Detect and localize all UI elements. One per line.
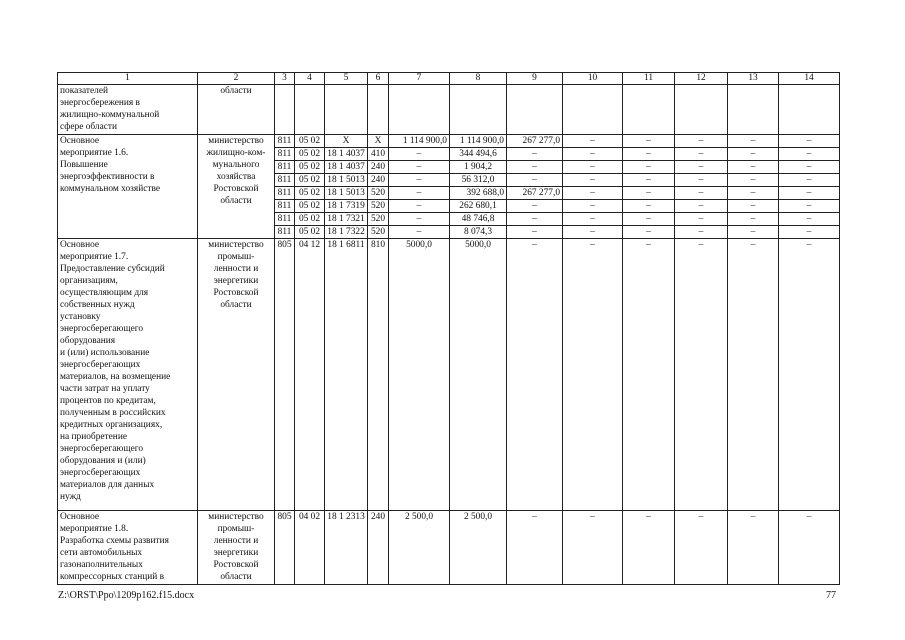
table-cell: –: [779, 161, 840, 174]
table-cell: –: [623, 226, 675, 239]
table-cell: 04 12: [295, 239, 325, 511]
measure-name: Основное мероприятие 1.7. Предоставление субсидий организациям, осуществляющим для собственных нужд установку энергосберегающего оборудования и (или) использование энергосберегающих материалов, на возмещение части затрат на уплату процентов по кредитам, полученным в российских кредитных организациях, на приобретение энергосберегающего оборудования и (или) энергосберегающих материалов для данных нужд: [58, 239, 198, 511]
table-cell: 811: [275, 200, 295, 213]
measure-name: Основное мероприятие 1.6. Повышение энергоэффективности в коммунальном хозяйстве: [58, 135, 198, 239]
col-header: 8: [450, 73, 507, 85]
col-header: 14: [779, 73, 840, 85]
table-cell: 262 680,1: [450, 200, 507, 213]
table-cell: 04 02: [295, 511, 325, 585]
col-header: 9: [507, 73, 563, 85]
table-cell: –: [623, 239, 675, 511]
col-header: 11: [623, 73, 675, 85]
col-header: 6: [368, 73, 389, 85]
table-cell: –: [507, 174, 563, 187]
table-cell: –: [389, 187, 450, 200]
table-cell: –: [675, 239, 728, 511]
table-cell: –: [779, 187, 840, 200]
table-cell: 240: [368, 161, 389, 174]
table-cell: 05 02: [295, 161, 325, 174]
table-cell: 810: [368, 239, 389, 511]
table-cell: 05 02: [295, 135, 325, 148]
table-cell: 811: [275, 226, 295, 239]
table-row: [58, 135, 840, 148]
table-cell: 05 02: [295, 200, 325, 213]
measure-name: показателей энергосбережения в жилищно-коммунальной сфере области: [58, 85, 198, 135]
table-cell: 2 500,0: [389, 511, 450, 585]
table-cell: 5000,0: [389, 239, 450, 511]
table-cell: 48 746,8: [450, 213, 507, 226]
table-cell: –: [728, 200, 779, 213]
table-cell: –: [507, 226, 563, 239]
table-cell: –: [779, 239, 840, 511]
table-cell: –: [507, 200, 563, 213]
table-cell: –: [675, 174, 728, 187]
table-cell: –: [623, 511, 675, 585]
table-cell: Х: [325, 135, 368, 148]
table-cell: –: [675, 187, 728, 200]
table-cell: –: [675, 511, 728, 585]
table-cell: 5000,0: [450, 239, 507, 511]
table-cell: –: [389, 200, 450, 213]
table-cell: –: [623, 161, 675, 174]
table-cell: 811: [275, 187, 295, 200]
page-number: 77: [826, 590, 836, 601]
table-cell: 811: [275, 148, 295, 161]
table-cell: –: [563, 200, 623, 213]
table-cell: 8 074,3: [450, 226, 507, 239]
executor: министерство промыш- ленности и энергетики Ростовской области: [198, 511, 275, 585]
table-cell: –: [728, 239, 779, 511]
table-cell: –: [728, 135, 779, 148]
table-cell: 344 494,6: [450, 148, 507, 161]
table-cell: 805: [275, 511, 295, 585]
col-header: 4: [295, 73, 325, 85]
table-row: [58, 239, 840, 511]
table-cell: 05 02: [295, 226, 325, 239]
table-cell: –: [728, 511, 779, 585]
table-cell: –: [779, 174, 840, 187]
table-cell: –: [563, 226, 623, 239]
table-cell: 811: [275, 174, 295, 187]
table-cell: –: [563, 161, 623, 174]
budget-table: [57, 72, 840, 585]
table-cell: –: [623, 200, 675, 213]
table-cell: 240: [368, 174, 389, 187]
table-cell: 18 1 5013: [325, 174, 368, 187]
header-row: [58, 73, 840, 85]
table-cell: –: [728, 174, 779, 187]
table-cell: 520: [368, 213, 389, 226]
table-cell: –: [389, 213, 450, 226]
table-cell: –: [507, 148, 563, 161]
table-cell: –: [728, 187, 779, 200]
table-cell: 267 277,0: [507, 187, 563, 200]
executor: министерство промыш- ленности и энергетики Ростовской области: [198, 239, 275, 511]
table-cell: –: [779, 226, 840, 239]
table-cell: –: [623, 213, 675, 226]
table-cell: 520: [368, 200, 389, 213]
table-cell: Х: [368, 135, 389, 148]
col-header: 13: [728, 73, 779, 85]
table-cell: 56 312,0: [450, 174, 507, 187]
file-path-footer: Z:\ORST\Ppo\1209p162.f15.docx: [58, 590, 195, 601]
table-cell: –: [675, 226, 728, 239]
table-cell: 805: [275, 239, 295, 511]
table-cell: 410: [368, 148, 389, 161]
table-cell: 18 1 7319: [325, 200, 368, 213]
table-cell: 18 1 5013: [325, 187, 368, 200]
col-header: 7: [389, 73, 450, 85]
table-cell: –: [507, 511, 563, 585]
table-cell: –: [623, 135, 675, 148]
table-cell: –: [507, 239, 563, 511]
table-cell: –: [675, 161, 728, 174]
table-cell: 05 02: [295, 187, 325, 200]
table-cell: 1 904,2: [450, 161, 507, 174]
table-cell: 05 02: [295, 174, 325, 187]
table-cell: 18 1 2313: [325, 511, 368, 585]
executor: области: [198, 85, 275, 135]
table-cell: –: [507, 213, 563, 226]
table-row: [58, 85, 840, 135]
table-cell: –: [675, 200, 728, 213]
table-cell: –: [389, 174, 450, 187]
table-cell: –: [623, 174, 675, 187]
table-cell: –: [779, 511, 840, 585]
col-header: 1: [58, 73, 198, 85]
table-cell: –: [779, 200, 840, 213]
executor: министерство жилищно-ком- мунального хозяйства Ростовской области: [198, 135, 275, 239]
table-cell: 2 500,0: [450, 511, 507, 585]
table-cell: 18 1 7322: [325, 226, 368, 239]
table-cell: 05 02: [295, 148, 325, 161]
table-cell: 18 1 4037: [325, 161, 368, 174]
measure-name: Основное мероприятие 1.8. Разработка схемы развития сети автомобильных газонаполнительных компрессорных станций в: [58, 511, 198, 585]
col-header: 5: [325, 73, 368, 85]
table-cell: 05 02: [295, 213, 325, 226]
table-row: [58, 511, 840, 585]
col-header: 10: [563, 73, 623, 85]
table-cell: 18 1 4037: [325, 148, 368, 161]
table-cell: –: [563, 174, 623, 187]
table-cell: –: [779, 213, 840, 226]
table-cell: –: [779, 135, 840, 148]
table-cell: –: [563, 148, 623, 161]
table-cell: 240: [368, 511, 389, 585]
table-cell: –: [563, 239, 623, 511]
table-cell: 811: [275, 213, 295, 226]
table-cell: –: [675, 213, 728, 226]
table-cell: –: [389, 148, 450, 161]
table-cell: –: [623, 187, 675, 200]
col-header: 2: [198, 73, 275, 85]
col-header: 12: [675, 73, 728, 85]
table-cell: 520: [368, 187, 389, 200]
table-cell: –: [728, 226, 779, 239]
table-cell: –: [779, 148, 840, 161]
table-cell: –: [675, 135, 728, 148]
table-cell: 811: [275, 135, 295, 148]
table-cell: 267 277,0: [507, 135, 563, 148]
table-cell: –: [507, 161, 563, 174]
table-cell: 1 114 900,0: [450, 135, 507, 148]
table-cell: –: [728, 213, 779, 226]
table-cell: 811: [275, 161, 295, 174]
table-cell: –: [563, 135, 623, 148]
table-cell: 520: [368, 226, 389, 239]
table-cell: 392 688,0: [450, 187, 507, 200]
table-cell: –: [389, 226, 450, 239]
table-cell: –: [728, 148, 779, 161]
table-cell: –: [675, 148, 728, 161]
table-cell: 18 1 7321: [325, 213, 368, 226]
table-cell: –: [389, 161, 450, 174]
table-cell: –: [563, 511, 623, 585]
table-cell: –: [563, 187, 623, 200]
col-header: 3: [275, 73, 295, 85]
table-cell: –: [623, 148, 675, 161]
table-cell: 18 1 6811: [325, 239, 368, 511]
table-cell: –: [728, 161, 779, 174]
table-cell: –: [563, 213, 623, 226]
table-cell: 1 114 900,0: [389, 135, 450, 148]
